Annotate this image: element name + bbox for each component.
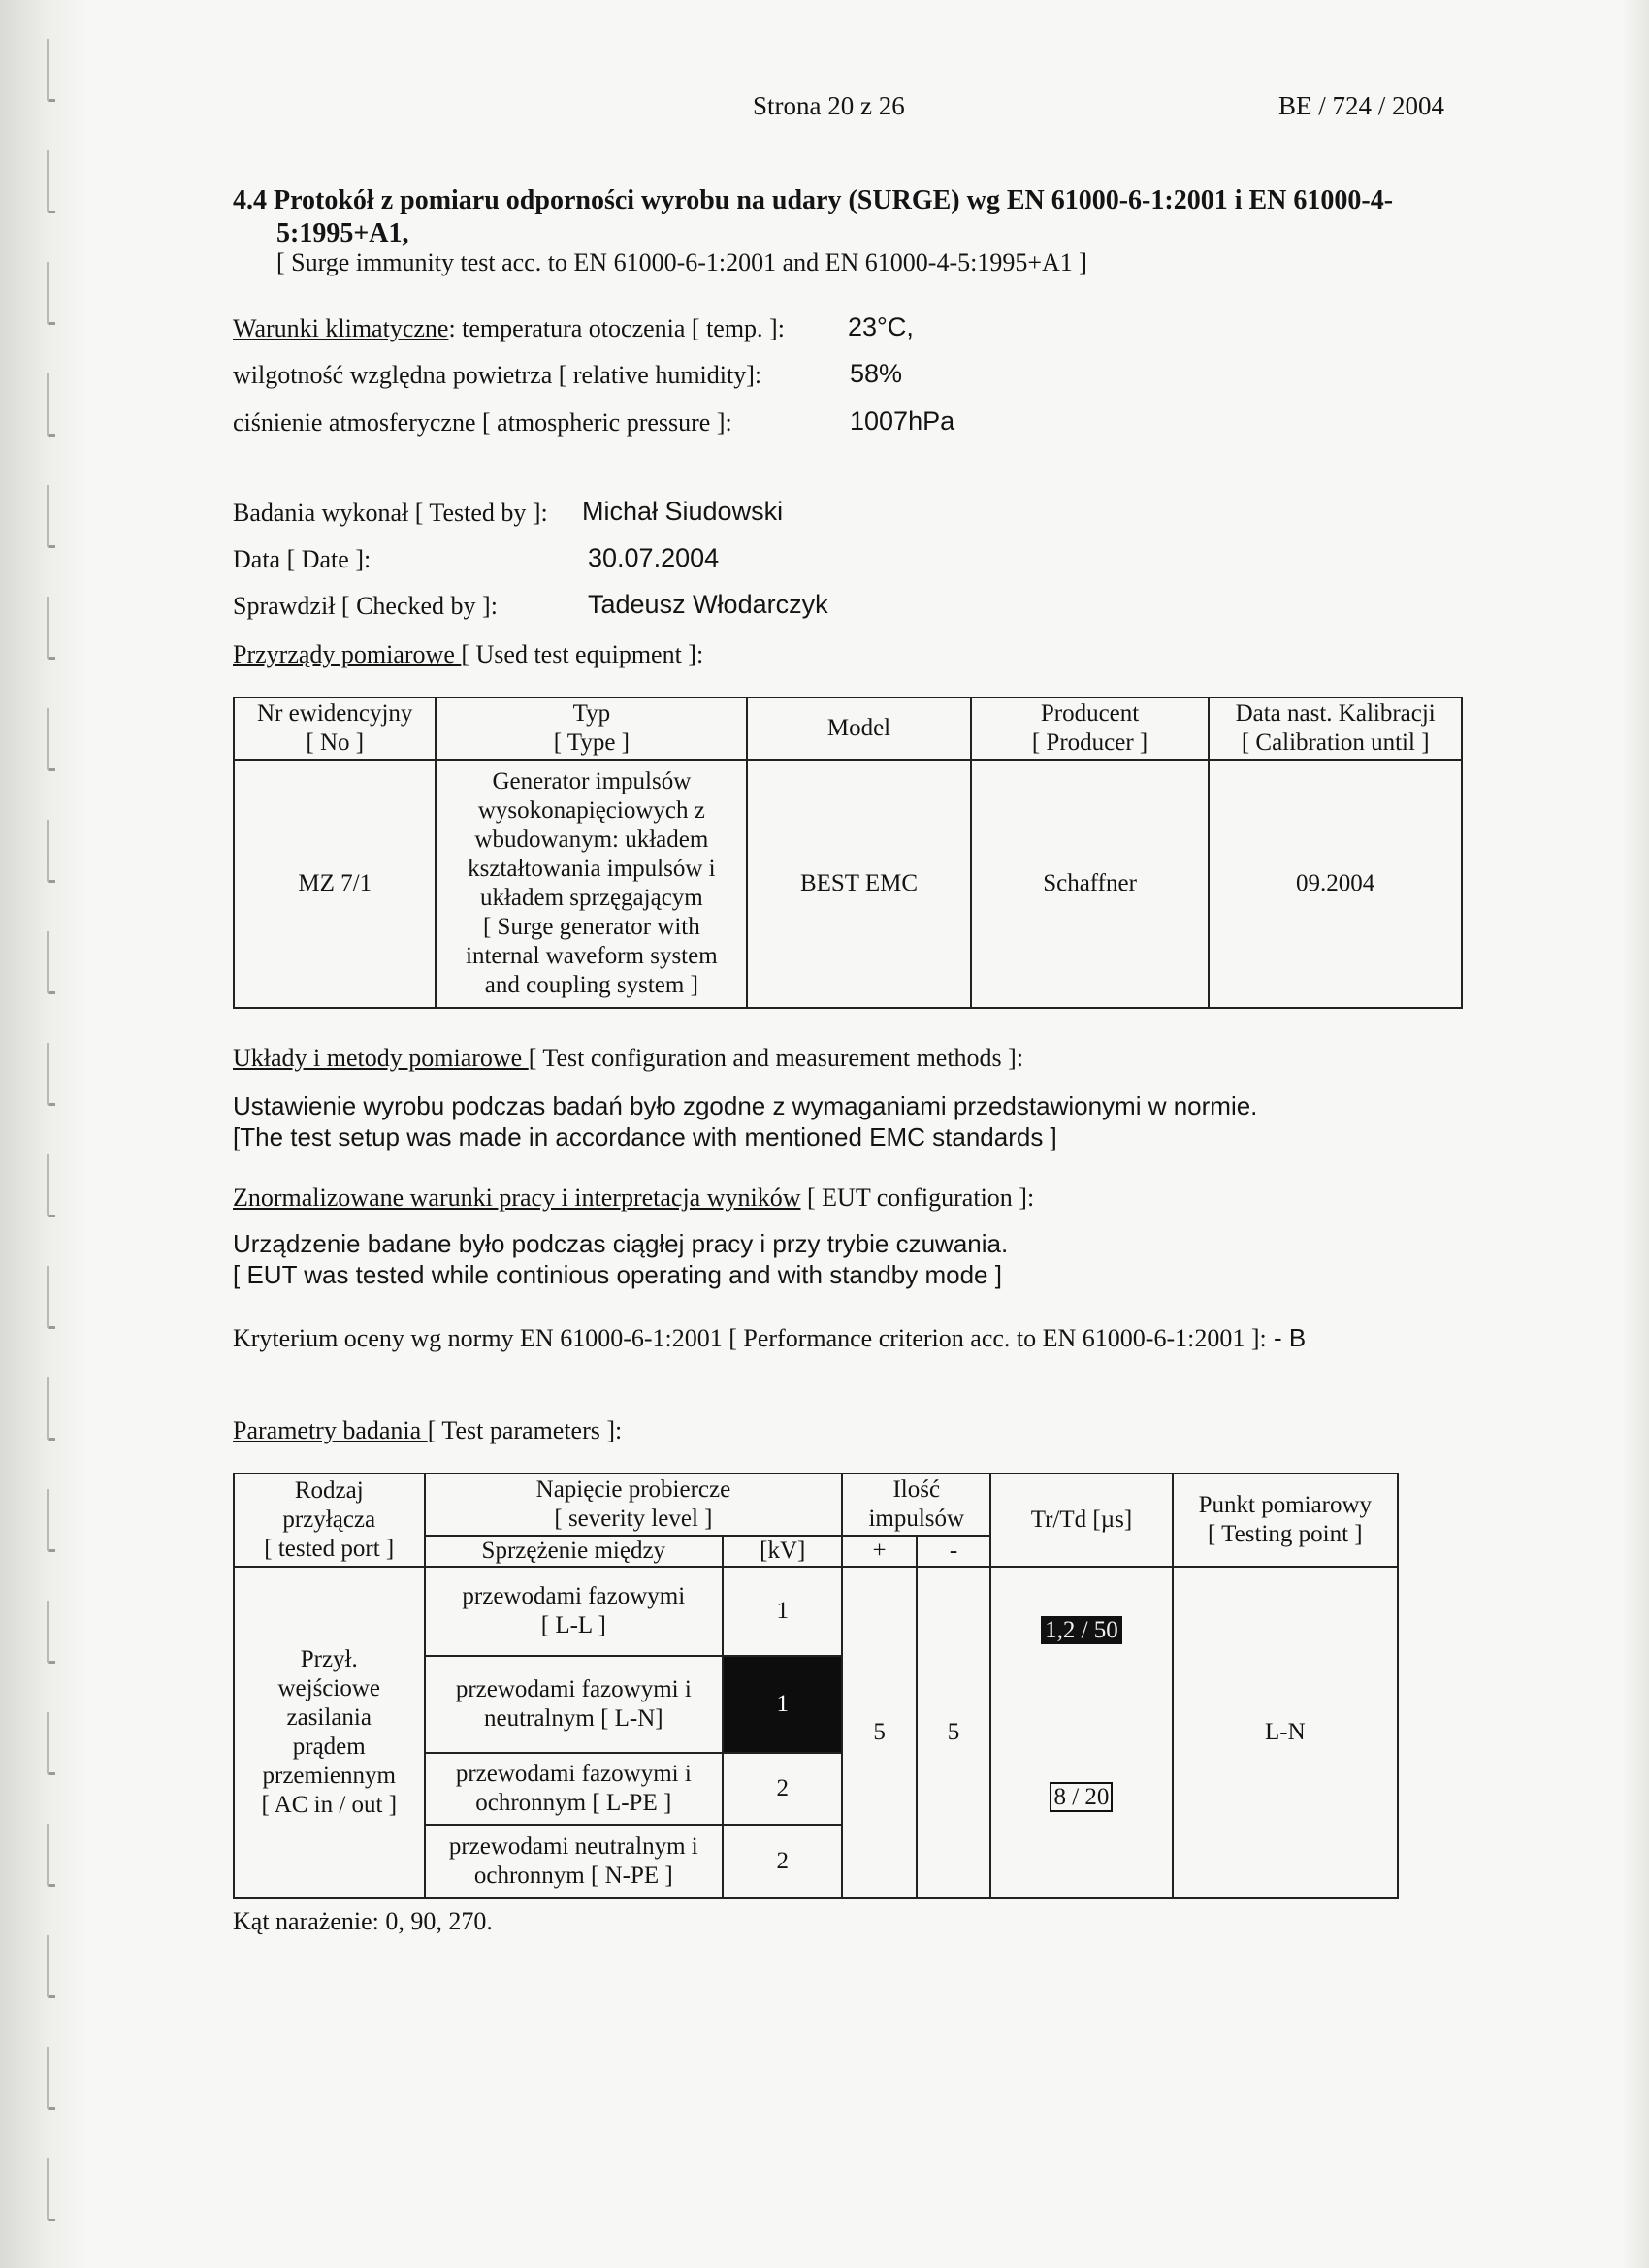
tested-by-label: Badania wykonał [ Tested by ]: <box>233 499 548 527</box>
cell-pulses-minus: 5 <box>917 1567 990 1898</box>
col-severity <box>425 1474 843 1536</box>
col-coupling: Sprzężenie między <box>425 1536 724 1567</box>
section-heading-line2: 5:1995+A1, <box>276 218 409 248</box>
col-producer-line1: Producent <box>1040 700 1140 727</box>
temperature-row <box>233 314 785 343</box>
eut-text <box>233 1228 1008 1290</box>
methods-label-underlined: Układy i metody pomiarowe <box>233 1044 529 1072</box>
cell-type <box>436 760 747 1008</box>
punch-hole <box>47 1489 55 1552</box>
humidity-value: 58% <box>850 359 903 388</box>
punch-hole <box>47 931 55 994</box>
equipment-table <box>233 697 1463 1009</box>
page-number: Strona 20 z 26 <box>753 91 905 120</box>
parameters-label-underlined: Parametry badania <box>233 1416 428 1444</box>
punch-hole <box>47 485 55 548</box>
eut-label-rest: [ EUT configuration ]: <box>800 1183 1035 1212</box>
col-no <box>234 697 436 760</box>
type-line: kształtowania impulsów i <box>468 856 716 882</box>
equipment-label-underlined: Przyrządy pomiarowe <box>233 640 462 668</box>
parameters-label-rest: [ Test parameters ]: <box>427 1416 623 1444</box>
type-line: Generator impulsów <box>492 768 692 794</box>
cell-trtd <box>990 1567 1172 1898</box>
section-subtitle: [ Surge immunity test acc. to EN 61000-6-1:2001 and EN 61000-4-5:1995+A1 ] <box>276 248 1087 276</box>
cell-model: BEST EMC <box>747 760 971 1008</box>
pressure-value: 1007hPa <box>850 406 955 436</box>
checked-by-label: Sprawdził [ Checked by ]: <box>233 592 498 620</box>
port-line: zasilania <box>286 1704 372 1731</box>
punch-hole <box>47 262 55 325</box>
punch-hole <box>47 820 55 883</box>
criterion-row <box>233 1323 1306 1353</box>
trtd-other: 8 / 20 <box>1050 1782 1113 1812</box>
test-parameters-table <box>233 1473 1399 1899</box>
type-line: and coupling system ] <box>484 972 698 998</box>
type-line: wysokonapięciowych z <box>477 797 705 824</box>
cell-coupling <box>425 1825 724 1898</box>
climate-label: Warunki klimatyczne <box>233 314 449 342</box>
col-no-line1: Nr ewidencyjny <box>257 700 413 727</box>
coupling-line1: przewodami neutralnym i <box>448 1833 698 1860</box>
col-pulses <box>842 1474 990 1536</box>
col-minus: - <box>917 1536 990 1567</box>
col-trtd: Tr/Td [µs] <box>990 1474 1172 1567</box>
tested-by-value: Michał Siudowski <box>582 497 784 526</box>
type-line: układem sprzęgającym <box>479 885 703 911</box>
col-producer-line2: [ Producer ] <box>1031 729 1148 756</box>
cell-producer: Schaffner <box>971 760 1210 1008</box>
cell-coupling <box>425 1753 724 1825</box>
table-row <box>234 760 1462 1008</box>
col-port-line3: [ tested port ] <box>264 1536 395 1562</box>
col-type <box>436 697 747 760</box>
methods-label-rest: [ Test configuration and measurement methods ]: <box>528 1044 1024 1072</box>
cell-coupling <box>425 1567 724 1656</box>
punch-hole <box>47 1601 55 1664</box>
criterion-text: Kryterium oceny wg normy EN 61000-6-1:2001 [ Performance criterion acc. to EN 61000-6-1:2001 ]: <box>233 1324 1267 1352</box>
cell-pulses-plus: 5 <box>842 1567 916 1898</box>
cell-testing-point: L-N <box>1173 1567 1398 1898</box>
col-port-line1: Rodzaj <box>294 1477 364 1504</box>
trtd-selected: 1,2 / 50 <box>1041 1616 1122 1644</box>
cell-coupling <box>425 1656 724 1753</box>
col-calibration-line2: [ Calibration until ] <box>1241 729 1430 756</box>
punch-hole <box>47 39 55 102</box>
col-testing-point <box>1173 1474 1398 1567</box>
coupling-line1: przewodami fazowymi i <box>455 1676 692 1702</box>
port-line: przemiennym <box>262 1763 396 1789</box>
punch-hole <box>47 1377 55 1441</box>
punch-hole <box>47 708 55 771</box>
col-pulses-line1: Ilość <box>892 1476 941 1503</box>
punch-hole <box>47 373 55 437</box>
punch-hole <box>47 1935 55 1998</box>
col-type-line2: [ Type ] <box>553 729 630 756</box>
punch-hole <box>47 597 55 660</box>
pressure-label: ciśnienie atmosferyczne [ atmospheric pressure ]: <box>233 408 732 437</box>
col-calibration <box>1209 697 1462 760</box>
type-line: [ Surge generator with <box>482 914 700 940</box>
col-port <box>234 1474 425 1567</box>
angles-text: Kąt narażenie: 0, 90, 270. <box>233 1907 493 1935</box>
coupling-line2: neutralnym [ L-N] <box>483 1705 663 1732</box>
port-line: prądem <box>292 1733 366 1760</box>
coupling-line1: przewodami fazowymi i <box>455 1761 692 1787</box>
cell-kv: 2 <box>723 1825 842 1898</box>
cell-port <box>234 1567 425 1898</box>
cell-kv: 2 <box>723 1753 842 1825</box>
eut-label <box>233 1183 1034 1213</box>
equipment-header-row <box>234 697 1462 760</box>
type-line: internal waveform system <box>466 943 718 969</box>
temperature-value: 23°C, <box>848 312 914 341</box>
coupling-line2: ochronnym [ N-PE ] <box>473 1863 673 1889</box>
punch-hole <box>47 2047 55 2110</box>
date-value: 30.07.2004 <box>588 543 720 572</box>
table-row <box>234 1567 1398 1656</box>
report-id: BE / 724 / 2004 <box>1278 91 1445 120</box>
criterion-value: - B <box>1266 1323 1307 1352</box>
humidity-label: wilgotność względna powietrza [ relative humidity]: <box>233 361 762 389</box>
methods-text-line1: Ustawienie wyrobu podczas badań było zgodne z wymaganiami przedstawionymi w normie. <box>233 1091 1258 1120</box>
coupling-line2: [ L-L ] <box>540 1612 606 1638</box>
port-line: Przył. <box>300 1646 358 1672</box>
col-port-line2: przyłącza <box>282 1507 376 1533</box>
temperature-label: : temperatura otoczenia [ temp. ]: <box>448 314 785 342</box>
coupling-line2: ochronnym [ L-PE ] <box>475 1790 672 1816</box>
eut-text-line1: Urządzenie badane było podczas ciągłej pracy i przy trybie czuwania. <box>233 1229 1009 1258</box>
coupling-line1: przewodami fazowymi <box>462 1583 686 1609</box>
punch-hole <box>47 1824 55 1887</box>
punch-hole <box>47 1712 55 1775</box>
methods-text-line2: [The test setup was made in accordance with mentioned EMC standards ] <box>233 1122 1057 1151</box>
col-calibration-line1: Data nast. Kalibracji <box>1235 700 1436 727</box>
punch-hole <box>47 150 55 213</box>
section-heading-line1: 4.4 Protokół z pomiaru odporności wyrobu na udary (SURGE) wg EN 61000-6-1:2001 i EN 61000-4- <box>233 185 1394 215</box>
cell-kv: 1 <box>723 1567 842 1656</box>
eut-label-underlined: Znormalizowane warunki pracy i interpretacja wyników <box>233 1183 801 1212</box>
trtd-spacer <box>995 1645 1167 1783</box>
equipment-label-rest: [ Used test equipment ]: <box>461 640 704 668</box>
section-heading <box>233 184 1426 250</box>
cell-calibration: 09.2004 <box>1209 760 1462 1008</box>
col-point-line2: [ Testing point ] <box>1208 1521 1363 1547</box>
col-kv: [kV] <box>723 1536 842 1567</box>
binding-margin <box>0 0 89 2268</box>
methods-text <box>233 1090 1257 1152</box>
punch-hole <box>47 1154 55 1217</box>
col-severity-line2: [ severity level ] <box>554 1506 713 1532</box>
page-edge-shadow <box>1622 0 1649 2268</box>
port-line: [ AC in / out ] <box>261 1792 398 1818</box>
col-pulses-line2: impulsów <box>868 1506 965 1532</box>
checked-by-value: Tadeusz Włodarczyk <box>588 590 828 619</box>
params-header-row-1 <box>234 1474 1398 1536</box>
parameters-label <box>233 1416 622 1445</box>
punch-hole <box>47 1043 55 1106</box>
eut-text-line2: [ EUT was tested while continious operating and with standby mode ] <box>233 1260 1002 1289</box>
col-plus: + <box>842 1536 916 1567</box>
col-no-line2: [ No ] <box>306 729 365 756</box>
col-model: Model <box>747 697 971 760</box>
port-line: wejściowe <box>277 1675 381 1701</box>
col-severity-line1: Napięcie probiercze <box>535 1476 731 1503</box>
date-label: Data [ Date ]: <box>233 545 372 573</box>
punch-hole <box>47 2158 55 2221</box>
col-point-line1: Punkt pomiarowy <box>1198 1492 1373 1518</box>
methods-label <box>233 1044 1023 1073</box>
col-producer <box>971 697 1210 760</box>
cell-kv-selected: 1 <box>723 1656 842 1753</box>
type-line: wbudowanym: układem <box>474 826 709 853</box>
cell-no: MZ 7/1 <box>234 760 436 1008</box>
equipment-label <box>233 640 703 669</box>
col-type-line1: Typ <box>572 700 611 727</box>
punch-hole <box>47 1266 55 1329</box>
